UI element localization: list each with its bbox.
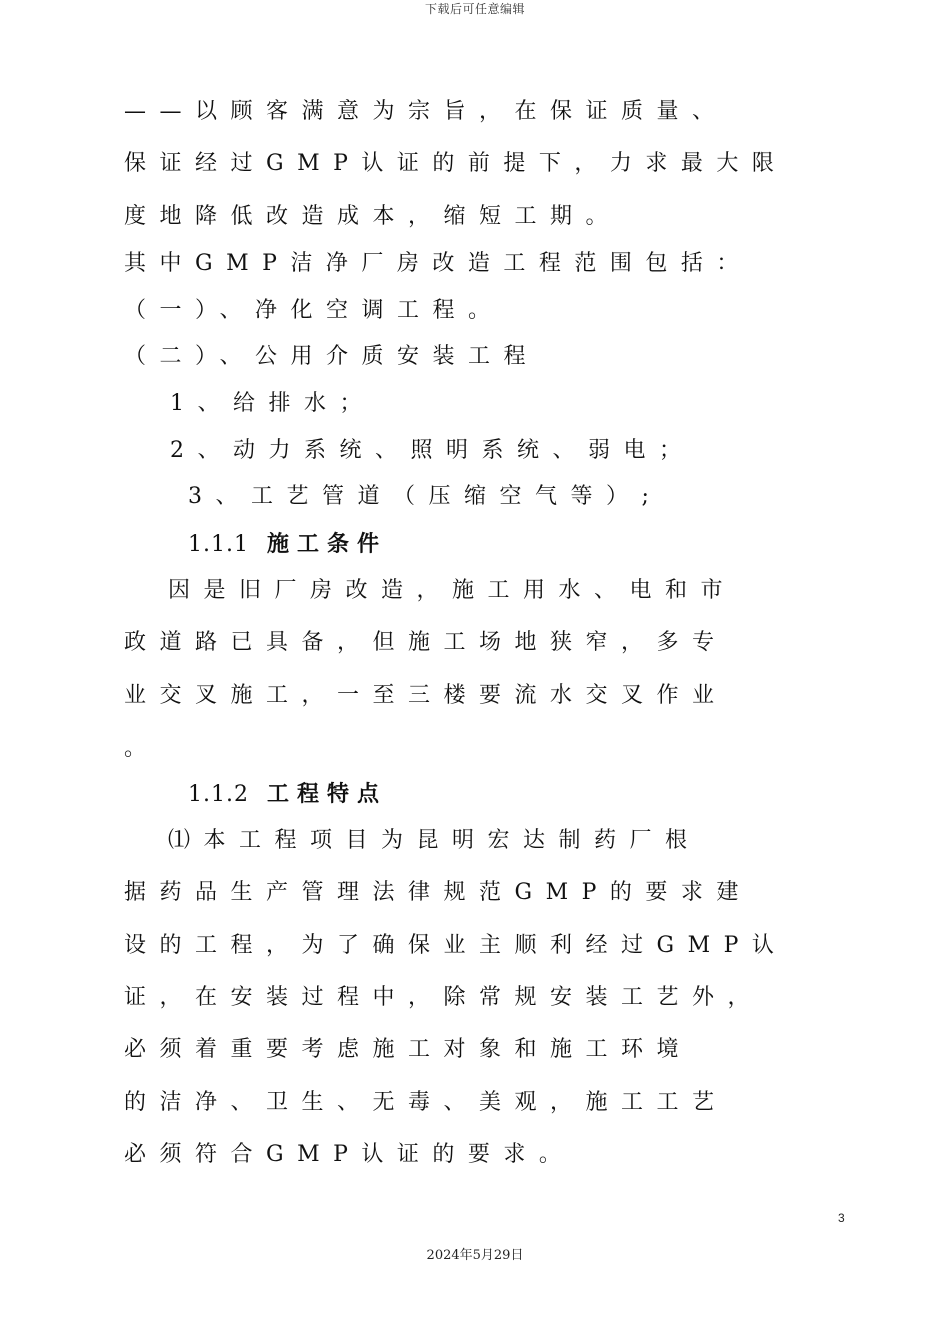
section-title: 工程特点 xyxy=(266,781,387,807)
section-number: 1.1.2 xyxy=(188,782,249,807)
list-item: 2、动力系统、照明系统、弱电； xyxy=(170,438,695,463)
footer-date: 2024年5月29日 xyxy=(426,1248,524,1263)
body-line: 必须着重要考虑施工对象和施工环境 xyxy=(124,1037,693,1062)
section-number: 1.1.1 xyxy=(188,532,249,557)
body-line: 设的工程，为了确保业主顺利经过GMP认 xyxy=(124,933,788,958)
list-item: 3、工艺管道（压缩空气等）; xyxy=(188,484,663,509)
body-line: 必须符合GMP认证的要求。 xyxy=(124,1142,575,1167)
body-line: 业交叉施工，一至三楼要流水交叉作业 xyxy=(124,683,728,708)
header-note: 下载后可任意编辑 xyxy=(424,2,525,16)
body-line: （一）、净化空调工程。 xyxy=(124,298,504,323)
body-line: 政道路已具备，但施工场地狭窄，多专 xyxy=(124,630,728,655)
page-number: 3 xyxy=(838,1211,845,1225)
body-line: （二）、公用介质安装工程 xyxy=(124,344,540,369)
body-line: 其中GMP洁净厂房改造工程范围包括： xyxy=(124,251,752,276)
body-line: 据药品生产管理法律规范GMP的要求建 xyxy=(124,880,752,905)
body-line: ——以顾客满意为宗旨，在保证质量、 xyxy=(124,99,728,124)
body-line: 证，在安装过程中，除常规安装工艺外， xyxy=(124,985,764,1010)
section-heading-2 xyxy=(188,780,387,809)
body-line: 的洁净、卫生、无毒、美观，施工工艺 xyxy=(124,1090,728,1115)
body-line: 度地降低改造成本，缩短工期。 xyxy=(124,204,622,229)
body-line: 。 xyxy=(124,736,160,761)
section-heading-1 xyxy=(188,530,387,559)
body-line: 因是旧厂房改造，施工用水、电和市 xyxy=(168,578,737,603)
body-line: ⑴本工程项目为昆明宏达制药厂根 xyxy=(168,828,701,853)
body-line: 保证经过GMP认证的前提下，力求最大限 xyxy=(124,151,788,176)
section-title: 施工条件 xyxy=(266,531,387,557)
list-item: 1、给排水； xyxy=(170,391,375,416)
